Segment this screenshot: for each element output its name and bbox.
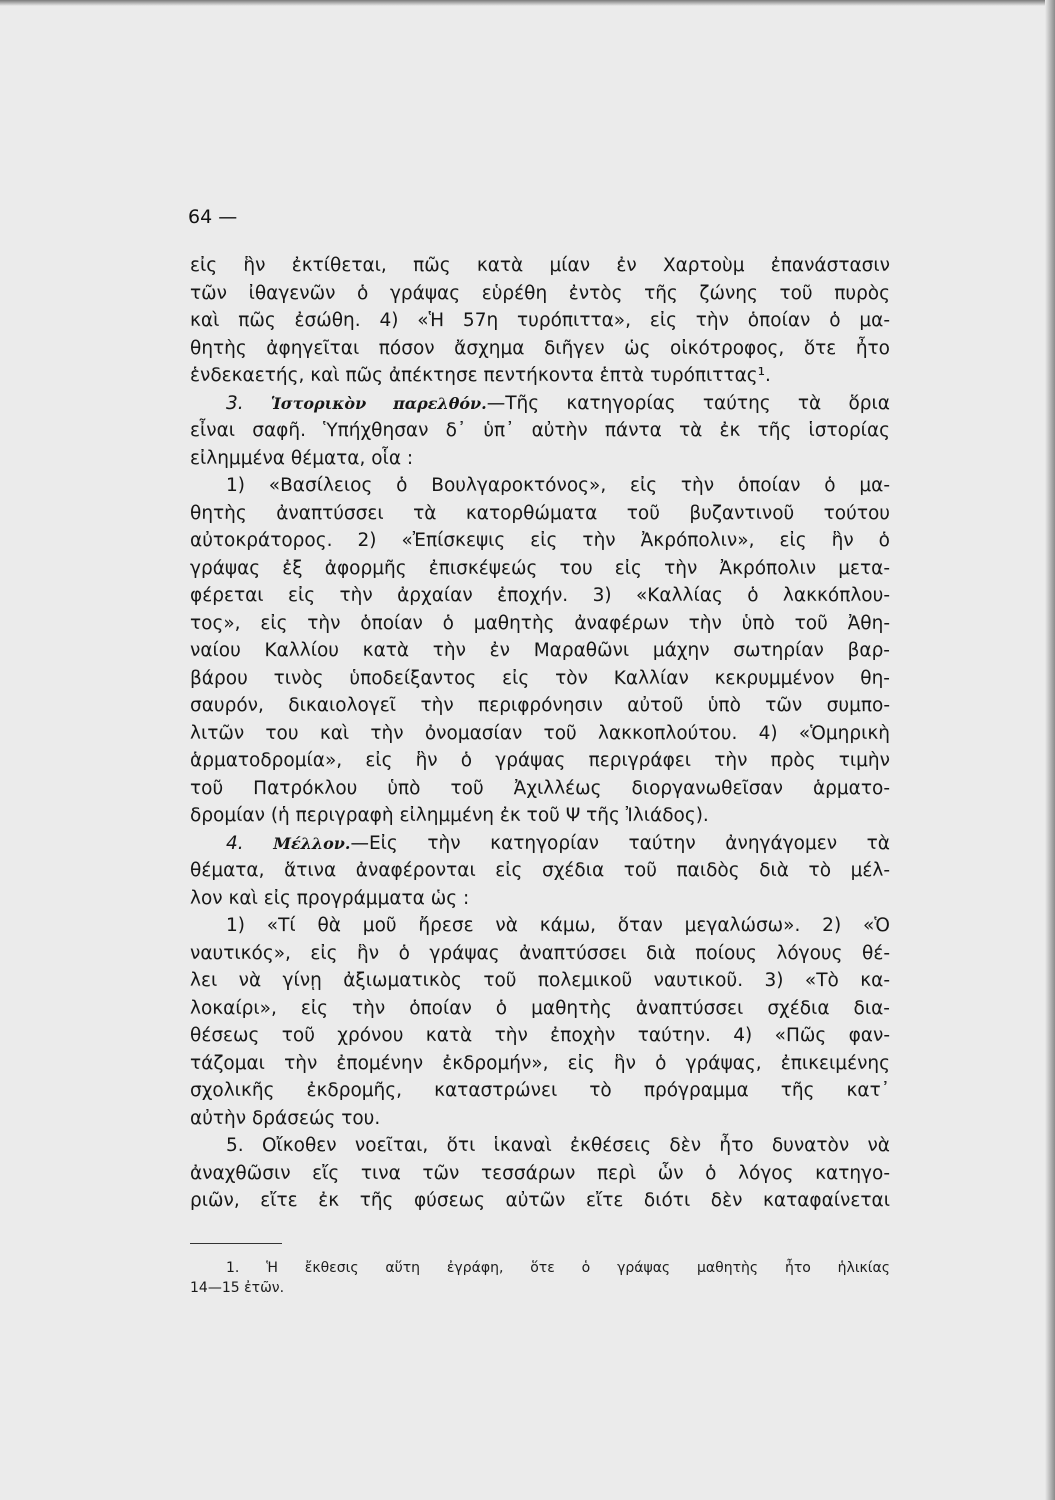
text-line: τῶν ἰθαγενῶν ὁ γράψας εὑρέθη ἐντὸς τῆς ζώνης τοῦ πυρὸς [190, 282, 890, 304]
text-line: τοῦ Πατρόκλου ὑπὸ τοῦ Ἀχιλλέως διοργανωθεῖσαν ἁρματο- [190, 777, 890, 799]
text-line: καὶ πῶς ἐσώθη. 4) «Ἡ 57η τυρόπιττα», εἰς τὴν ὁποίαν ὁ μα- [190, 310, 890, 331]
text-line: ναίου Καλλίου κατὰ τὴν ἐν Μαραθῶνι μάχην σωτηρίαν βαρ- [190, 640, 890, 661]
text-line: αὐτὴν δράσεώς του. [190, 1107, 381, 1129]
section-heading-line [190, 390, 890, 418]
text-line: λον καὶ εἰς προγράμματα ὡς : [190, 887, 470, 909]
text-line: τος», εἰς τὴν ὁποίαν ὁ μαθητὴς ἀναφέρων τὴν ὑπὸ τοῦ Ἀθη- [190, 612, 890, 634]
section-heading-rest: —Εἰς τὴν κατηγορίαν ταύτην ἀνηγάγομεν τὰ [350, 832, 890, 854]
text-line: σαυρόν, δικαιολογεῖ τὴν περιφρόνησιν αὐτοῦ ὑπὸ τῶν συμπο- [190, 695, 890, 716]
text-line: φέρεται εἰς τὴν ἀρχαίαν ἐποχήν. 3) «Καλλίας ὁ λακκόπλου- [190, 585, 890, 606]
footnote-divider [190, 1243, 282, 1244]
text-line: γράψας ἐξ ἀφορμῆς ἐπισκέψεώς του εἰς τὴν Ἀκρόπολιν μετα- [190, 557, 890, 579]
section-title: Ἱστορικὸν παρελθόν. [270, 393, 487, 413]
text-line: θέματα, ἅτινα ἀναφέρονται εἰς σχέδια τοῦ παιδὸς διὰ τὸ μέλ- [190, 860, 890, 881]
text-line: δρομίαν (ἡ περιγραφὴ εἰλημμένη ἐκ τοῦ Ψ τῆς Ἰλιάδος). [190, 805, 709, 826]
text-line: 1) «Βασίλειος ὁ Βουλγαροκτόνος», εἰς τὴν ὁποίαν ὁ μα- [226, 475, 890, 496]
text-line: βάρου τινὸς ὑποδείξαντος εἰς τὸν Καλλίαν κεκρυμμένον θη- [190, 667, 890, 689]
body-text [190, 252, 890, 1215]
text-line: θέσεως τοῦ χρόνου κατὰ τὴν ἐποχὴν ταύτην. 4) «Πῶς φαν- [190, 1025, 890, 1046]
text-line: λοκαίρι», εἰς τὴν ὁποίαν ὁ μαθητὴς ἀναπτύσσει σχέδια δια- [190, 997, 890, 1019]
text-line: θητὴς ἀναπτύσσει τὰ κατορθώματα τοῦ βυζαντινοῦ τούτου [190, 502, 890, 524]
page-right-shadow [1045, 0, 1055, 1500]
text-line: εἰς ἣν ἐκτίθεται, πῶς κατὰ μίαν ἐν Χαρτοὺμ ἐπανάστασιν [190, 255, 890, 276]
section-title: Μέλλον. [273, 833, 351, 853]
text-line: ἑνδεκαετής, καὶ πῶς ἀπέκτησε πεντήκοντα ἑπτὰ τυρόπιττας¹. [190, 365, 771, 386]
text-line: 5. Οἴκοθεν νοεῖται, ὅτι ἱκαναὶ ἐκθέσεις δὲν ἦτο δυνατὸν νὰ [226, 1135, 890, 1156]
text-line: ἀναχθῶσιν εἴς τινα τῶν τεσσάρων περὶ ὧν ὁ λόγος κατηγο- [190, 1162, 890, 1184]
text-line: εἶναι σαφῆ. Ὑπήχθησαν δ᾽ ὑπ᾽ αὐτὴν πάντα τὰ ἐκ τῆς ἱστορίας [190, 420, 890, 441]
text-line: ναυτικός», εἰς ἣν ὁ γράψας ἀναπτύσσει διὰ ποίους λόγους θέ- [190, 942, 890, 964]
page-top-shadow [0, 0, 1055, 6]
text-line: 1) «Τί θὰ μοῦ ἤρεσε νὰ κάμω, ὅταν μεγαλώσω». 2) «Ὁ [226, 915, 890, 936]
footnote-line: 1. Ἡ ἔκθεσις αὕτη ἐγράφη, ὅτε ὁ γράψας μαθητὴς ἦτο ἡλικίας [226, 1260, 890, 1276]
text-line: ριῶν, εἴτε ἐκ τῆς φύσεως αὐτῶν εἴτε διότι δὲν καταφαίνεται [190, 1190, 890, 1211]
section-heading-line [190, 830, 890, 858]
text-line: εἰλημμένα θέματα, οἷα : [190, 447, 414, 469]
footnote-line: 14—15 ἐτῶν. [190, 1280, 285, 1296]
text-line: σχολικῆς ἐκδρομῆς, καταστρώνει τὸ πρόγραμμα τῆς κατ᾽ [190, 1080, 890, 1101]
section-number: 3. [226, 392, 244, 414]
section-heading-rest: —Τῆς κατηγορίας ταύτης τὰ ὅρια [486, 392, 890, 414]
footnote [190, 1258, 890, 1298]
text-line: θητὴς ἀφηγεῖται πόσον ἄσχημα διῆγεν ὡς οἰκότροφος, ὅτε ἦτο [190, 337, 890, 359]
text-line: λιτῶν του καὶ τὴν ὀνομασίαν τοῦ λακκοπλούτου. 4) «Ὁμηρικὴ [190, 722, 890, 744]
text-line: λει νὰ γίνῃ ἀξιωματικὸς τοῦ πολεμικοῦ ναυτικοῦ. 3) «Τὸ κα- [190, 970, 890, 991]
section-number: 4. [226, 832, 244, 854]
text-line: αὐτοκράτορος. 2) «Ἐπίσκεψις εἰς τὴν Ἀκρόπολιν», εἰς ἣν ὁ [190, 530, 890, 551]
text-line: ἁρματοδρομία», εἰς ἣν ὁ γράψας περιγράφει τὴν πρὸς τιμὴν [190, 750, 890, 771]
text-line: τάζομαι τὴν ἐπομένην ἐκδρομήν», εἰς ἣν ὁ γράψας, ἐπικειμένης [190, 1052, 890, 1074]
page-number: 64 — [188, 206, 238, 228]
